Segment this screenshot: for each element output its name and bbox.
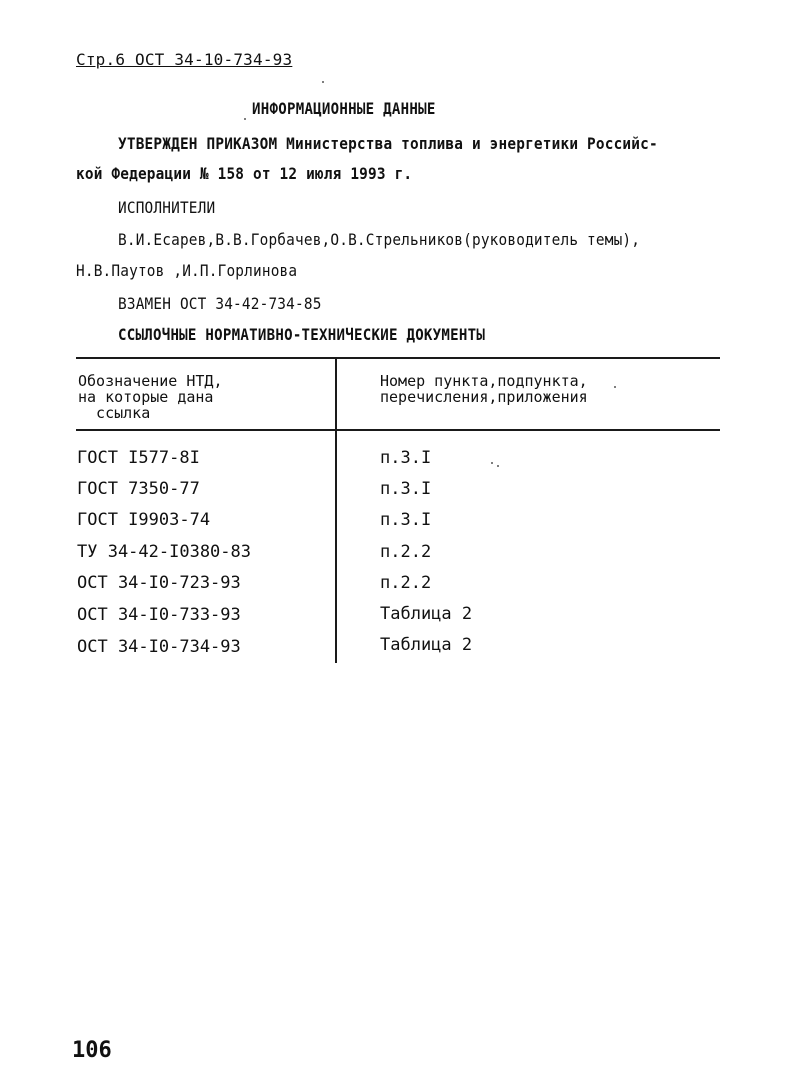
table-row-ref: п.2.2	[380, 573, 432, 593]
table-row-ref: п.3.I	[380, 479, 432, 499]
table-row-doc: ТУ 34-42-I0380-83	[77, 542, 251, 562]
scan-speck	[491, 462, 493, 464]
scan-speck	[614, 386, 616, 388]
table-row-ref: Таблица 2	[380, 635, 473, 655]
approval-line-2: кой Федерации № 158 от 12 июля 1993 г.	[76, 164, 413, 183]
col-header-document: Обозначение НТД, на которые дана ссылка	[78, 372, 223, 422]
page-header-ref: Стр.6 ОСТ 34-10-734-93	[76, 50, 293, 69]
table-row-doc: ГОСТ 7350-77	[77, 479, 200, 499]
scan-speck	[497, 465, 499, 467]
scan-speck	[322, 81, 324, 83]
table-row-doc: ОСТ 34-I0-734-93	[77, 637, 241, 657]
table-row-ref: Таблица 2	[380, 604, 473, 624]
approval-line-1: УТВЕРЖДЕН ПРИКАЗОМ Министерства топлива и энергетики Российс-	[118, 134, 658, 153]
executors-line-2: Н.В.Паутов ,И.П.Горлинова	[76, 261, 298, 280]
table-top-rule	[76, 357, 720, 359]
executors-line-1: В.И.Есарев,В.В.Горбачев,О.В.Стрельников(руководитель темы),	[118, 230, 641, 249]
col-header-clause: Номер пункта,подпункта, перечисления,приложения	[380, 372, 588, 406]
table-column-divider	[335, 357, 337, 663]
table-row-doc: ГОСТ I9903-74	[77, 510, 211, 530]
executors-label: ИСПОЛНИТЕЛИ	[118, 198, 216, 217]
table-row-doc: ОСТ 34-I0-733-93	[77, 605, 241, 625]
table-row-doc: ОСТ 34-I0-723-93	[77, 573, 241, 593]
replaces-note: ВЗАМЕН ОСТ 34-42-734-85	[118, 294, 322, 313]
section-title: ИНФОРМАЦИОННЫЕ ДАННЫЕ	[252, 99, 436, 118]
page-number: 106	[72, 1038, 112, 1063]
references-title: ССЫЛОЧНЫЕ НОРМАТИВНО-ТЕХНИЧЕСКИЕ ДОКУМЕНТЫ	[118, 325, 486, 344]
table-header-rule	[76, 429, 720, 431]
table-row-ref: п.3.I	[380, 510, 432, 530]
scan-speck	[244, 118, 246, 120]
table-row-ref: п.3.I	[380, 448, 432, 468]
table-row-ref: п.2.2	[380, 542, 432, 562]
table-row-doc: ГОСТ I577-8I	[77, 448, 200, 468]
